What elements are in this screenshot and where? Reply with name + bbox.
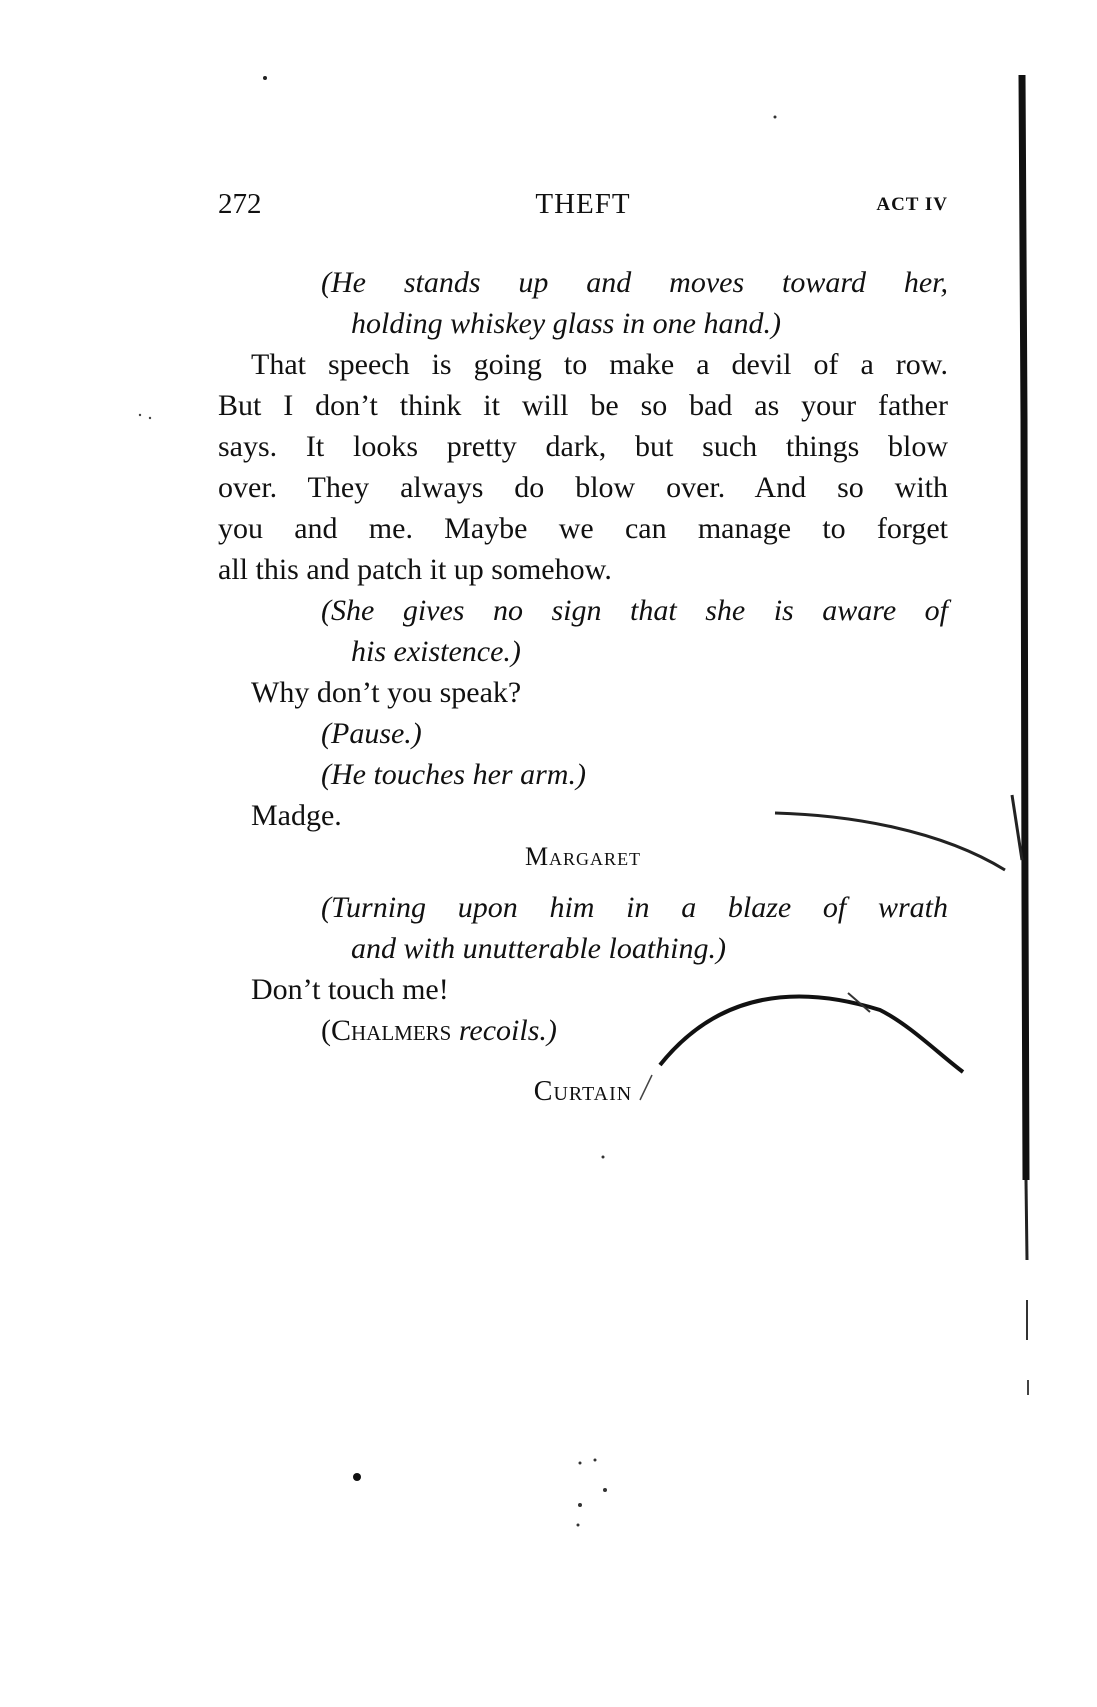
speck: [139, 414, 141, 416]
dialogue-line: Why don’t you speak?: [251, 676, 522, 709]
stage-direction: holding whiskey glass in one hand.): [351, 307, 781, 340]
speck: [263, 76, 267, 80]
speck: [774, 116, 777, 119]
curtain-label: Curtain: [533, 1076, 633, 1107]
dialogue-line: That speech is going to make a devil of a row.: [251, 348, 948, 381]
page-text: [218, 262, 948, 1112]
act-label: ACT IV: [876, 194, 948, 215]
page-number: 272: [218, 188, 262, 220]
dialogue-line: Madge.: [251, 799, 342, 832]
stage-direction: (Pause.): [321, 717, 422, 750]
dialogue-line: says. It looks pretty dark, but such things blow: [218, 430, 948, 463]
character-name: Chalmers: [331, 1014, 452, 1047]
speck: [603, 1488, 607, 1492]
pencil-mark: [1012, 795, 1022, 860]
speck: [594, 1459, 597, 1462]
dialogue-line: But I don’t think it will be so bad as your father: [218, 389, 948, 422]
binding-shadow-line: [1026, 1180, 1027, 1260]
running-title: THEFT: [535, 188, 631, 220]
stage-direction: his existence.): [351, 635, 521, 668]
speaker-name: Margaret: [524, 842, 642, 871]
speck: [149, 417, 151, 419]
stage-direction-paren: (: [321, 1014, 331, 1047]
stage-direction: and with unutterable loathing.): [351, 932, 726, 965]
stage-direction-text: recoils.): [451, 1014, 557, 1047]
stage-direction: (Turning upon him in a blaze of wrath: [321, 891, 948, 924]
dialogue-line: Don’t touch me!: [251, 973, 449, 1006]
speck: [578, 1503, 582, 1507]
speck: [602, 1156, 605, 1159]
running-header: [218, 188, 948, 228]
stage-direction: (He touches her arm.): [321, 758, 586, 791]
dialogue-line: all this and patch it up somehow.: [218, 553, 612, 586]
stage-direction: (He stands up and moves toward her,: [321, 266, 948, 299]
dialogue-line: you and me. Maybe we can manage to forget: [218, 512, 948, 545]
stage-direction: (She gives no sign that she is aware of: [321, 594, 948, 627]
dialogue-line: over. They always do blow over. And so with: [218, 471, 948, 504]
stage-direction: [218, 1010, 948, 1051]
speck: [577, 1524, 580, 1527]
speck: [353, 1473, 361, 1481]
binding-shadow-line: [1022, 75, 1026, 1180]
speck: [579, 1462, 582, 1465]
